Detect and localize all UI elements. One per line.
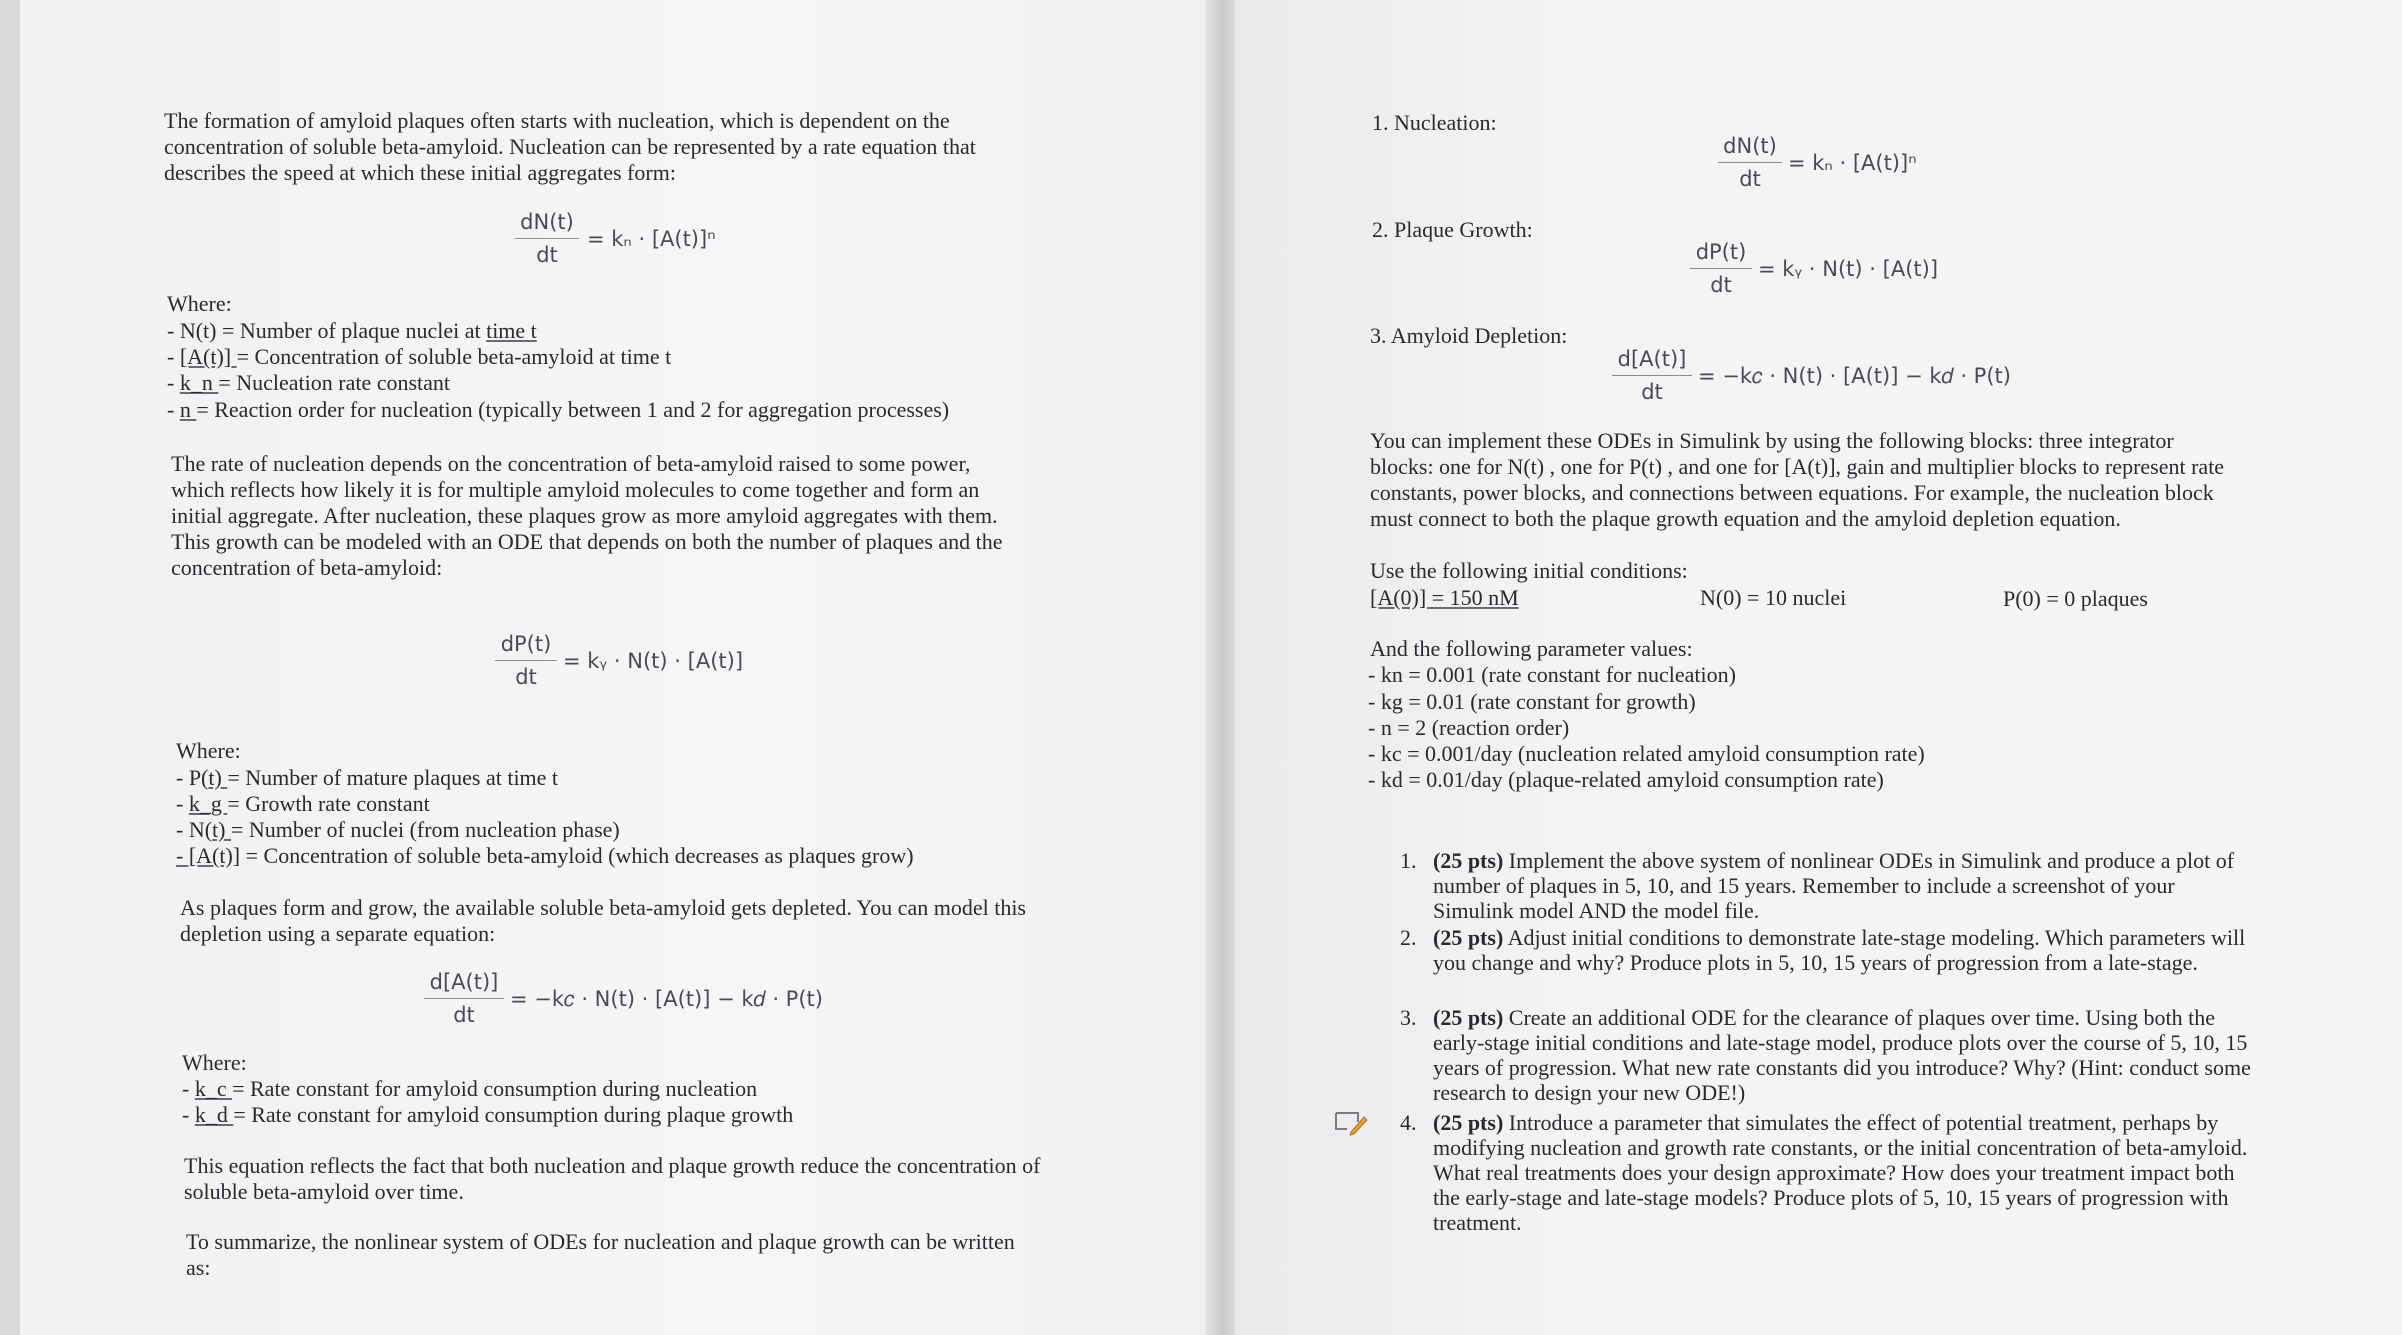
parameters-label: And the following parameter values: — [1370, 636, 1693, 661]
where-label-3: Where: — [182, 1050, 247, 1075]
where3-item: - k_d = Rate constant for amyloid consumption during plaque growth — [182, 1102, 794, 1127]
page-fold — [1205, 0, 1235, 1335]
initial-a0: [A(0)] = 150 nM — [1370, 585, 1519, 610]
initial-conditions-label: Use the following initial conditions: — [1370, 558, 1688, 583]
where-label-2: Where: — [176, 738, 241, 763]
section-amyloid-depletion: 3. Amyloid Depletion: — [1370, 323, 1568, 348]
para3-line: As plaques form and grow, the available soluble beta-amyloid gets depleted. You can model this — [180, 895, 1026, 920]
para2-line: This growth can be modeled with an ODE that depends on both the number of plaques and the — [171, 529, 1003, 554]
where1-item: - n = Reaction order for nucleation (typically between 1 and 2 for aggregation processes) — [167, 397, 950, 422]
intro-line-1: The formation of amyloid plaques often starts with nucleation, which is dependent on the — [164, 108, 950, 133]
parameter-item: - kn = 0.001 (rate constant for nucleation) — [1368, 662, 1736, 687]
para2-line: initial aggregate. After nucleation, these plaques grow as more amyloid aggregates with them. — [171, 503, 998, 528]
where-label-1: Where: — [167, 291, 232, 316]
para4-line: soluble beta-amyloid over time. — [184, 1179, 464, 1204]
para5-line: To summarize, the nonlinear system of ODEs for nucleation and plaque growth can be written — [186, 1229, 1015, 1254]
para4-line: This equation reflects the fact that both nucleation and plaque growth reduce the concentration of — [184, 1153, 1041, 1178]
para5-line: as: — [186, 1255, 211, 1280]
para2-line: which reflects how likely it is for multiple amyloid molecules to come together and form an — [171, 477, 980, 502]
simulink-line: blocks: one for N(t) , one for P(t) , and one for [A(t)], gain and multiplier blocks to represent rate — [1370, 454, 2225, 479]
where3-item: - k_c = Rate constant for amyloid consumption during nucleation — [182, 1076, 758, 1101]
para2-line: The rate of nucleation depends on the concentration of beta-amyloid raised to some power, — [171, 451, 971, 476]
parameter-item: - n = 2 (reaction order) — [1368, 715, 1570, 740]
para3-line: depletion using a separate equation: — [180, 921, 496, 946]
simulink-line: You can implement these ODEs in Simulink by using the following blocks: three integrator — [1370, 428, 2174, 453]
initial-n0: N(0) = 10 nuclei — [1700, 585, 1847, 610]
where2-item: - P(t) = Number of mature plaques at time t — [176, 765, 559, 790]
intro-line-2: concentration of soluble beta-amyloid. Nucleation can be represented by a rate equation that — [164, 134, 976, 159]
where1-item: - N(t) = Number of plaque nuclei at time t — [167, 318, 537, 343]
where1-item: - [A(t)] = Concentration of soluble beta-amyloid at time t — [167, 344, 672, 369]
parameter-item: - kc = 0.001/day (nucleation related amyloid consumption rate) — [1368, 741, 1925, 766]
where1-item: - k_n = Nucleation rate constant — [167, 370, 451, 395]
intro-line-3: describes the speed at which these initial aggregates form: — [164, 160, 676, 185]
simulink-line: must connect to both the plaque growth equation and the amyloid depletion equation. — [1370, 506, 2121, 531]
where2-item: - k_g = Growth rate constant — [176, 791, 430, 816]
initial-p0: P(0) = 0 plaques — [2003, 586, 2148, 611]
parameter-item: - kd = 0.01/day (plaque-related amyloid consumption rate) — [1368, 767, 1884, 792]
where2-item: - N(t) = Number of nuclei (from nucleation phase) — [176, 817, 620, 842]
simulink-line: constants, power blocks, and connections between equations. For example, the nucleation block — [1370, 480, 2214, 505]
comment-icon[interactable] — [1333, 1108, 1369, 1136]
section-nucleation: 1. Nucleation: — [1372, 110, 1497, 135]
where2-item: - [A(t)] = Concentration of soluble beta-amyloid (which decreases as plaques grow) — [176, 843, 914, 868]
para2-line: concentration of beta-amyloid: — [171, 555, 443, 580]
section-plaque-growth: 2. Plaque Growth: — [1372, 217, 1533, 242]
parameter-item: - kg = 0.01 (rate constant for growth) — [1368, 689, 1696, 714]
